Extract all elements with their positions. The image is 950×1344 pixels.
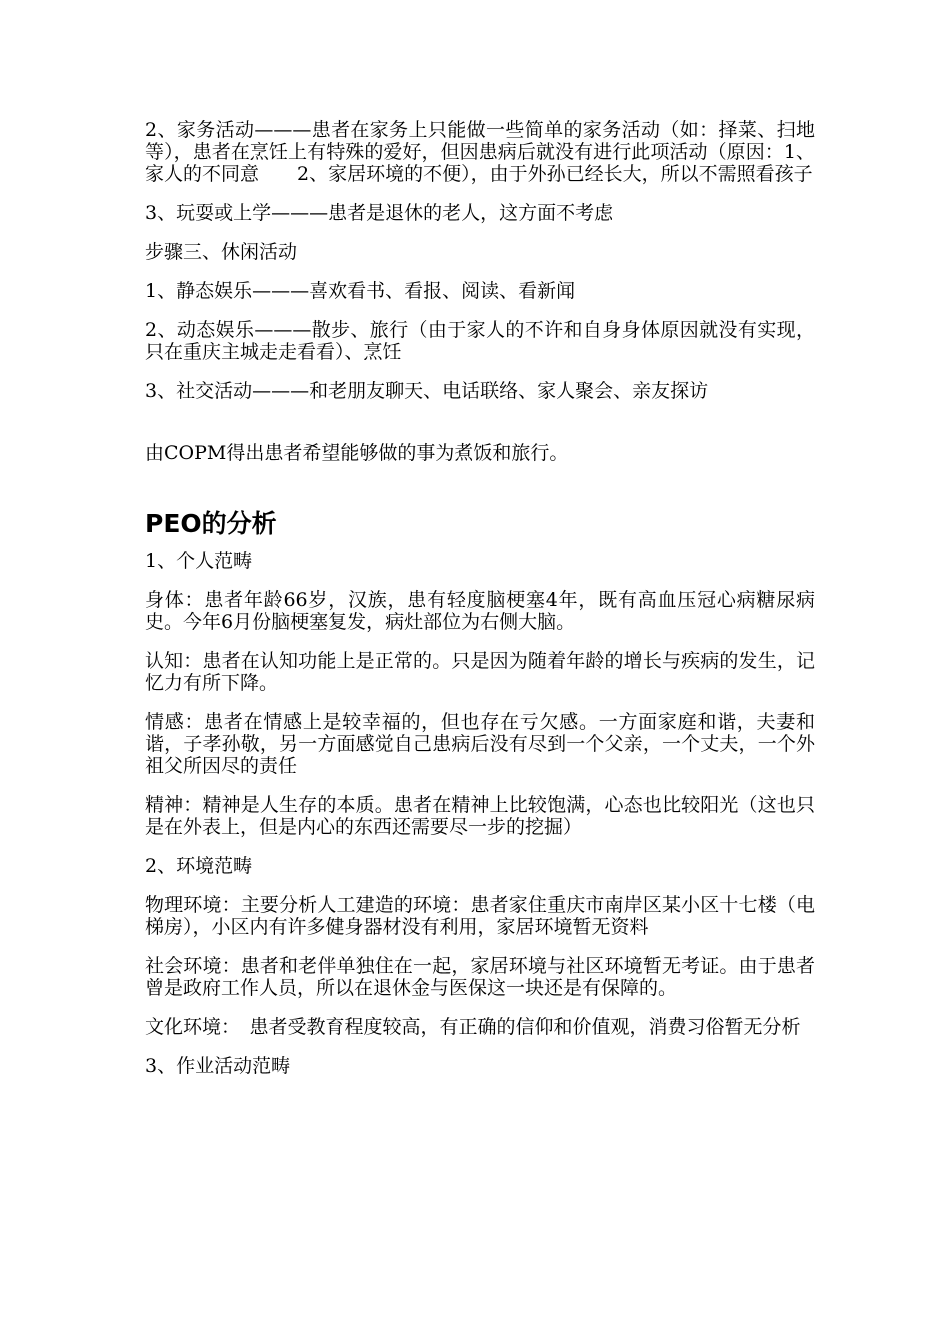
- paragraph-play-school: 3、玩耍或上学———患者是退休的老人，这方面不考虑: [145, 202, 614, 224]
- paragraph-housework: 2、家务活动———患者在家务上只能做一些简单的家务活动（如：择菜、扫地等），患者在烹饪上有特殊的爱好，但因患病后就没有进行此项活动（原因：1、家人的不同意 2、家居环境的不便），由于外孙已经长大，所以不需照看孩子: [145, 119, 815, 185]
- paragraph-environment-domain: 2、环境范畴: [145, 855, 253, 877]
- section-heading-peo: PEO的分析: [145, 509, 277, 538]
- paragraph-spirit: 精神：精神是人生存的本质。患者在精神上比较饱满，心态也比较阳光（这也只是在外表上，但是内心的东西还需要尽一步的挖掘）: [145, 794, 815, 838]
- paragraph-occupation-domain: 3、作业活动范畴: [145, 1055, 291, 1077]
- paragraph-step-three-leisure: 步骤三、休闲活动: [145, 241, 298, 263]
- paragraph-personal-domain: 1、个人范畴: [145, 550, 253, 572]
- paragraph-cognition: 认知：患者在认知功能上是正常的。只是因为随着年龄的增长与疾病的发生，记忆力有所下降。: [145, 650, 815, 694]
- paragraph-body: 身体：患者年龄66岁，汉族，患有轻度脑梗塞4年，既有高血压冠心病糖尿病史。今年6月份脑梗塞复发，病灶部位为右侧大脑。: [145, 589, 815, 633]
- paragraph-static-entertainment: 1、静态娱乐———喜欢看书、看报、阅读、看新闻: [145, 280, 576, 302]
- paragraph-social-environment: 社会环境：患者和老伴单独住在一起，家居环境与社区环境暂无考证。由于患者曾是政府工作人员，所以在退休金与医保这一块还是有保障的。: [145, 955, 815, 999]
- paragraph-dynamic-entertainment: 2、动态娱乐———散步、旅行（由于家人的不许和自身身体原因就没有实现，只在重庆主城走走看看）、烹饪: [145, 319, 815, 363]
- paragraph-social-activity: 3、社交活动———和老朋友聊天、电话联络、家人聚会、亲友探访: [145, 380, 709, 402]
- paragraph-cultural-environment: 文化环境： 患者受教育程度较高，有正确的信仰和价值观，消费习俗暂无分析: [145, 1016, 801, 1038]
- paragraph-physical-environment: 物理环境：主要分析人工建造的环境：患者家住重庆市南岸区某小区十七楼（电梯房），小区内有许多健身器材没有利用，家居环境暂无资料: [145, 894, 815, 938]
- document-page: [145, 119, 815, 1094]
- paragraph-copm-conclusion: 由COPM得出患者希望能够做的事为煮饭和旅行。: [145, 442, 569, 464]
- paragraph-emotion: 情感：患者在情感上是较幸福的，但也存在亏欠感。一方面家庭和谐，夫妻和谐，子孝孙敬，另一方面感觉自己患病后没有尽到一个父亲，一个丈夫，一个外祖父所因尽的责任: [145, 711, 815, 777]
